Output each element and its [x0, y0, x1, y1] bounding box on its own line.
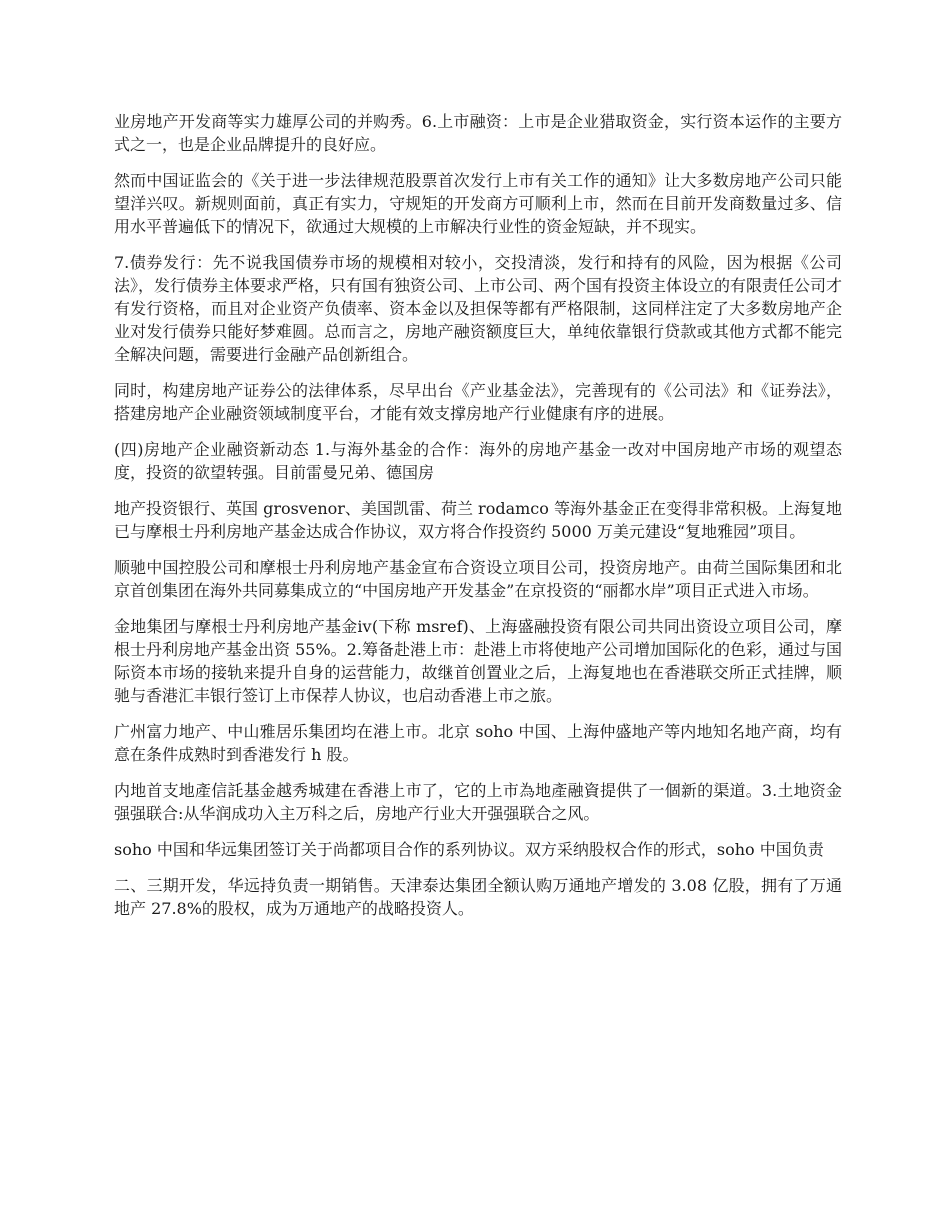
paragraph: 广州富力地产、中山雅居乐集团均在港上市。北京 soho 中国、上海仲盛地产等内地知名地产商，均有意在条件成熟时到香港发行 h 股。	[114, 722, 842, 764]
paragraph: 二、三期开发，华远持负责一期销售。天津泰达集团全额认购万通地产增发的 3.08 亿股，拥有了万通地产 27.8%的股权，成为万通地产的战略投资人。	[114, 876, 842, 918]
paragraph: 然而中国证监会的《关于进一步法律规范股票首次发行上市有关工作的通知》让大多数房地产公司只能望洋兴叹。新规则面前，真正有实力，守规矩的开发商方可顺利上市，然而在目前开发商数量过多、信用水平普遍低下的情况下，欲通过大规模的上市解决行业性的资金短缺，并不现实。	[114, 171, 842, 236]
paragraph: 7.债券发行：先不说我国债券市场的规模相对较小，交投清淡，发行和持有的风险，因为根据《公司法》，发行债券主体要求严格，只有国有独资公司、上市公司、两个国有投资主体设立的有限责任公司才有发行资格，而且对企业资产负债率、资本金以及担保等都有严格限制，这同样注定了大多数房地产企业对发行债券只能好梦难圆。总而言之，房地产融资额度巨大，单纯依靠银行贷款或其他方式都不能完全解决问题，需要进行金融产品创新组合。	[114, 253, 843, 364]
document-page	[114, 110, 842, 933]
paragraph: 地产投资银行、英国 grosvenor、美国凯雷、荷兰 rodamco 等海外基金正在变得非常积极。上海复地已与摩根士丹利房地产基金达成合作协议，双方将合作投资约 5000 万美元建设“复地雅园”项目。	[114, 499, 842, 541]
paragraph: 同时，构建房地产证券公的法律体系，尽早出台《产业基金法》，完善现有的《公司法》和《证券法》，搭建房地产企业融资领域制度平台，才能有效支撑房地产行业健康有序的进展。	[114, 381, 842, 423]
paragraph: 顺驰中国控股公司和摩根士丹利房地产基金宣布合资设立项目公司，投资房地产。由荷兰国际集团和北京首创集团在海外共同募集成立的“中国房地产开发基金”在京投资的“丽都水岸”项目正式进入市场。	[114, 558, 842, 600]
paragraph: 金地集团与摩根士丹利房地产基金ⅳ(下称 msref)、上海盛融投资有限公司共同出资设立项目公司，摩根士丹利房地产基金出资 55%。2.筹备赴港上市：赴港上市将使地产公司增加国际化的色彩，通过与国际资本市场的接轨来提升自身的运营能力，故继首创置业之后，上海复地也在香港联交所正式挂牌，顺驰与香港汇丰银行签订上市保荐人协议，也启动香港上市之旅。	[114, 617, 842, 705]
paragraph: (四)房地产企业融资新动态 1.与海外基金的合作：海外的房地产基金一改对中国房地产市场的观望态度，投资的欲望转强。目前雷曼兄弟、德国房	[114, 440, 842, 482]
paragraph: 业房地产开发商等实力雄厚公司的并购秀。6.上市融资：上市是企业猎取资金，实行资本运作的主要方式之一，也是企业品牌提升的良好应。	[114, 112, 842, 154]
paragraph: 内地首支地產信託基金越秀城建在香港上市了，它的上市為地產融資提供了一個新的渠道。3.土地资金强强联合:从华润成功入主万科之后，房地产行业大开强强联合之风。	[114, 781, 842, 823]
paragraph: soho 中国和华远集团签订关于尚都项目合作的系列协议。双方采纳股权合作的形式，soho 中国负责	[114, 840, 824, 859]
